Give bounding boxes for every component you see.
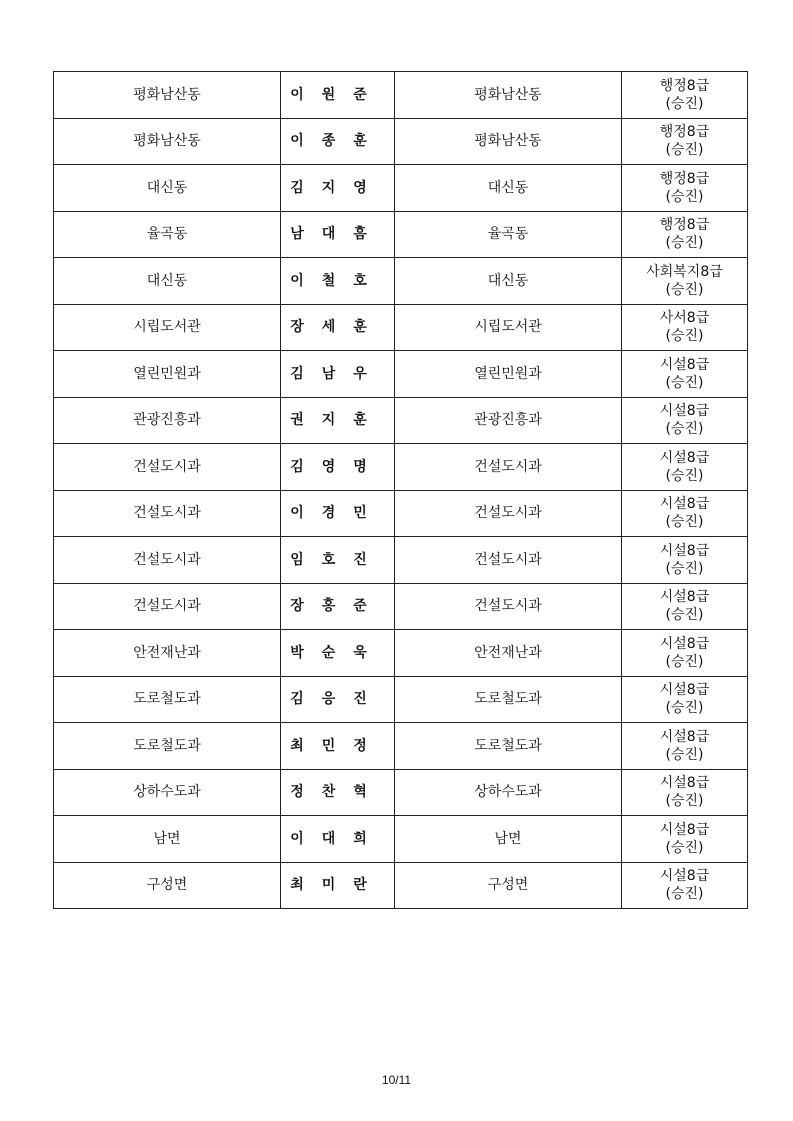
table-row [54, 537, 748, 584]
previous-department-cell: 시립도서관 [54, 304, 281, 351]
grade-cell [622, 583, 748, 630]
grade-cell [622, 72, 748, 119]
grade-label: 시설8급 [659, 775, 710, 792]
grade-label: 시설8급 [659, 589, 710, 606]
new-department-cell: 건설도시과 [395, 444, 622, 491]
previous-department-cell: 상하수도과 [54, 769, 281, 816]
table-row [54, 118, 748, 165]
promotion-note: (승진) [665, 746, 704, 763]
grade-label: 시설8급 [659, 821, 710, 838]
promotion-note: (승진) [665, 235, 704, 252]
table-row [54, 816, 748, 863]
table-row [54, 630, 748, 677]
new-department-cell: 율곡동 [395, 211, 622, 258]
grade-label: 행정8급 [659, 170, 710, 187]
employee-name-cell: 김영명 [281, 444, 395, 491]
previous-department-cell: 대신동 [54, 258, 281, 305]
table-row [54, 723, 748, 770]
employee-name-cell: 장홍준 [281, 583, 395, 630]
grade-label: 사회복지8급 [646, 263, 723, 280]
new-department-cell: 열린민원과 [395, 351, 622, 398]
employee-name-cell: 이종훈 [281, 118, 395, 165]
grade-label: 시설8급 [659, 356, 710, 373]
previous-department-cell: 건설도시과 [54, 444, 281, 491]
grade-cell [622, 165, 748, 212]
grade-cell [622, 118, 748, 165]
previous-department-cell: 평화남산동 [54, 72, 281, 119]
new-department-cell: 도로철도과 [395, 676, 622, 723]
employee-name-cell: 장세훈 [281, 304, 395, 351]
promotion-note: (승진) [665, 839, 704, 856]
new-department-cell: 건설도시과 [395, 537, 622, 584]
personnel-table [53, 71, 748, 909]
table-row [54, 444, 748, 491]
table-row [54, 676, 748, 723]
grade-cell [622, 211, 748, 258]
table-row [54, 351, 748, 398]
employee-name-cell: 김지영 [281, 165, 395, 212]
grade-label: 시설8급 [659, 403, 710, 420]
new-department-cell: 대신동 [395, 165, 622, 212]
grade-cell [622, 490, 748, 537]
grade-label: 시설8급 [659, 868, 710, 885]
new-department-cell: 평화남산동 [395, 118, 622, 165]
promotion-note: (승진) [665, 607, 704, 624]
new-department-cell: 시립도서관 [395, 304, 622, 351]
promotion-note: (승진) [665, 560, 704, 577]
previous-department-cell: 건설도시과 [54, 490, 281, 537]
employee-name-cell: 권지훈 [281, 397, 395, 444]
grade-label: 행정8급 [659, 217, 710, 234]
previous-department-cell: 도로철도과 [54, 723, 281, 770]
grade-label: 시설8급 [659, 682, 710, 699]
promotion-note: (승진) [665, 886, 704, 903]
employee-name-cell: 최미란 [281, 862, 395, 909]
previous-department-cell: 안전재난과 [54, 630, 281, 677]
new-department-cell: 안전재난과 [395, 630, 622, 677]
employee-name-cell: 이경민 [281, 490, 395, 537]
promotion-note: (승진) [665, 95, 704, 112]
previous-department-cell: 열린민원과 [54, 351, 281, 398]
employee-name-cell: 임호진 [281, 537, 395, 584]
new-department-cell: 건설도시과 [395, 490, 622, 537]
grade-cell [622, 304, 748, 351]
previous-department-cell: 평화남산동 [54, 118, 281, 165]
previous-department-cell: 도로철도과 [54, 676, 281, 723]
grade-cell [622, 723, 748, 770]
promotion-note: (승진) [665, 281, 704, 298]
grade-label: 행정8급 [659, 124, 710, 141]
table-row [54, 862, 748, 909]
previous-department-cell: 구성면 [54, 862, 281, 909]
employee-name-cell: 최민정 [281, 723, 395, 770]
table-row [54, 769, 748, 816]
new-department-cell: 도로철도과 [395, 723, 622, 770]
employee-name-cell: 이원준 [281, 72, 395, 119]
promotion-note: (승진) [665, 467, 704, 484]
grade-label: 시설8급 [659, 449, 710, 466]
previous-department-cell: 남면 [54, 816, 281, 863]
promotion-note: (승진) [665, 514, 704, 531]
previous-department-cell: 대신동 [54, 165, 281, 212]
grade-cell [622, 397, 748, 444]
table-row [54, 304, 748, 351]
previous-department-cell: 건설도시과 [54, 583, 281, 630]
grade-label: 시설8급 [659, 496, 710, 513]
new-department-cell: 평화남산동 [395, 72, 622, 119]
table-row [54, 258, 748, 305]
grade-label: 시설8급 [659, 728, 710, 745]
grade-cell [622, 444, 748, 491]
promotion-note: (승진) [665, 142, 704, 159]
employee-name-cell: 이대희 [281, 816, 395, 863]
grade-cell [622, 630, 748, 677]
employee-name-cell: 김남우 [281, 351, 395, 398]
grade-label: 시설8급 [659, 542, 710, 559]
grade-cell [622, 769, 748, 816]
promotion-note: (승진) [665, 328, 704, 345]
employee-name-cell: 남대흠 [281, 211, 395, 258]
employee-name-cell: 정찬혁 [281, 769, 395, 816]
promotion-note: (승진) [665, 653, 704, 670]
promotion-note: (승진) [665, 793, 704, 810]
promotion-note: (승진) [665, 700, 704, 717]
new-department-cell: 남면 [395, 816, 622, 863]
new-department-cell: 대신동 [395, 258, 622, 305]
previous-department-cell: 관광진흥과 [54, 397, 281, 444]
grade-cell [622, 351, 748, 398]
table-row [54, 165, 748, 212]
page-number: 10/11 [381, 1073, 412, 1087]
grade-label: 사서8급 [659, 310, 710, 327]
grade-label: 시설8급 [659, 635, 710, 652]
employee-name-cell: 박순욱 [281, 630, 395, 677]
grade-cell [622, 537, 748, 584]
table-row [54, 583, 748, 630]
grade-label: 행정8급 [659, 77, 710, 94]
new-department-cell: 구성면 [395, 862, 622, 909]
promotion-note: (승진) [665, 188, 704, 205]
grade-cell [622, 676, 748, 723]
table-row [54, 490, 748, 537]
previous-department-cell: 건설도시과 [54, 537, 281, 584]
employee-name-cell: 이철호 [281, 258, 395, 305]
promotion-note: (승진) [665, 421, 704, 438]
previous-department-cell: 율곡동 [54, 211, 281, 258]
table-row [54, 397, 748, 444]
new-department-cell: 상하수도과 [395, 769, 622, 816]
table-row [54, 211, 748, 258]
grade-cell [622, 862, 748, 909]
new-department-cell: 관광진흥과 [395, 397, 622, 444]
grade-cell [622, 816, 748, 863]
promotion-note: (승진) [665, 374, 704, 391]
employee-name-cell: 김응진 [281, 676, 395, 723]
new-department-cell: 건설도시과 [395, 583, 622, 630]
personnel-table-body [54, 72, 748, 909]
grade-cell [622, 258, 748, 305]
table-row [54, 72, 748, 119]
